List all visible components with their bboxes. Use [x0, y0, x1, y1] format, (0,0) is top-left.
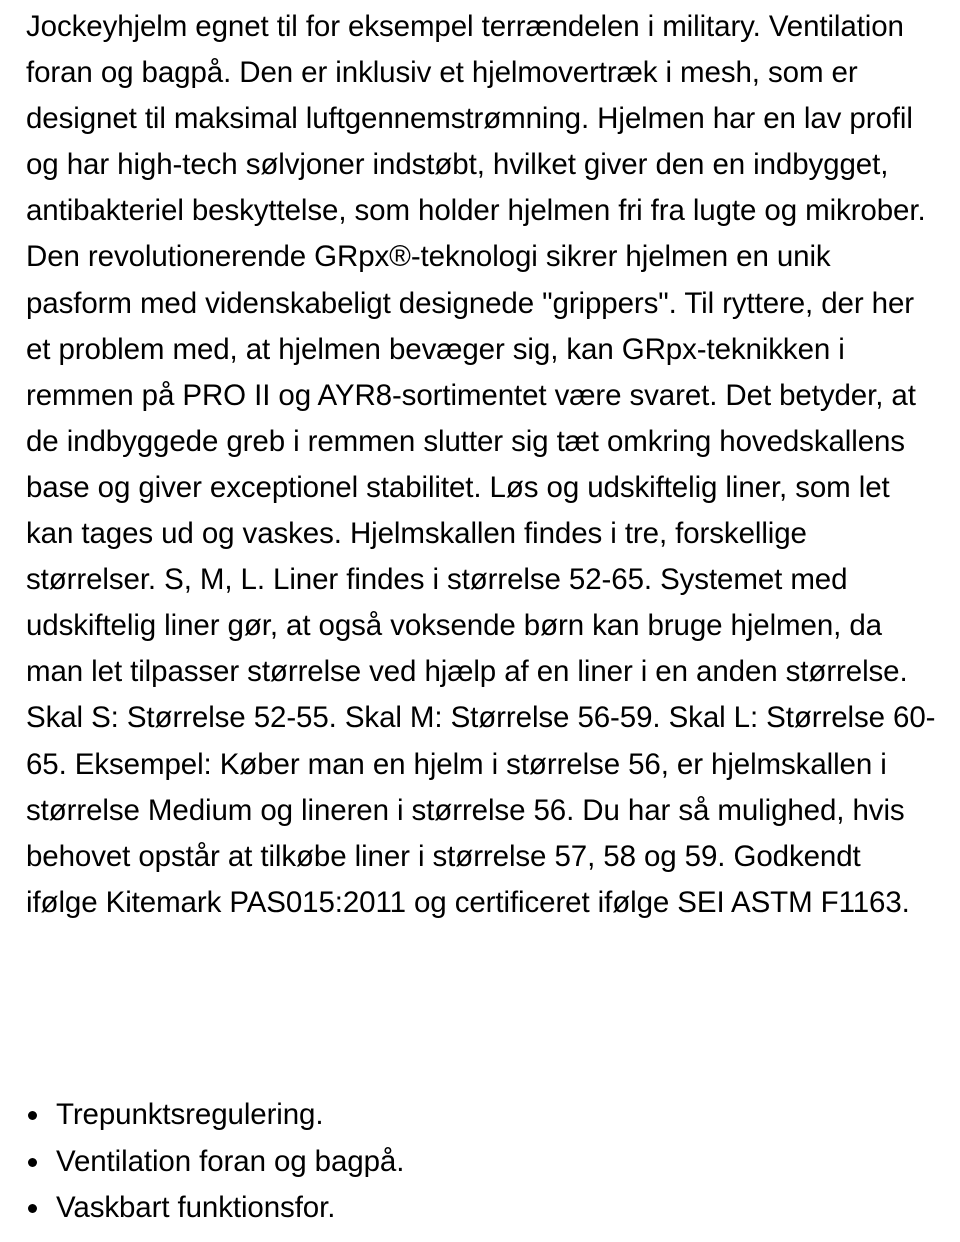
feature-item	[26, 1185, 404, 1232]
feature-text: Ventilation foran og bagpå.	[56, 1144, 405, 1178]
feature-list	[26, 1092, 404, 1232]
product-description: Jockeyhjelm egnet til for eksempel terrændelen i military. Ventilation foran og bagpå. Den er inklusiv et hjelmovertræk i mesh, som er designet til maksimal luftgennemstrømning. Hjelmen har en lav profil og har high-tech sølvjoner indstøbt, hvilket giver den en indbygget, antibakteriel beskyttelse, som holder hjelmen fri fra lugte og mikrober. Den revolutionerende GRpx®-teknologi sikrer hjelmen en unik pasform med videnskabeligt designede "grippers". Til ryttere, der her et problem med, at hjelmen bevæger sig, kan GRpx-teknikken i remmen på PRO II og AYR8-sortimentet være svaret. Det betyder, at de indbyggede greb i remmen slutter sig tæt omkring hovedskallens base og giver exceptionel stabilitet. Løs og udskiftelig liner, som let kan tages ud og vaskes. Hjelmskallen findes i tre, forskellige størrelser. S, M, L. Liner findes i størrelse 52-65. Systemet med udskiftelig liner gør, at også voksende børn kan bruge hjelmen, da man let tilpasser størrelse ved hjælp af en liner i en anden størrelse. Skal S: Størrelse 52-55. Skal M: Størrelse 56-59. Skal L: Størrelse 60-65. Eksempel: Køber man en hjelm i størrelse 56, er hjelmskallen i størrelse Medium og lineren i størrelse 56. Du har så mulighed, hvis behovet opstår at tilkøbe liner i størrelse 57, 58 og 59. Godkendt ifølge Kitemark PAS015:2011 og certificeret ifølge SEI ASTM F1163.	[26, 10, 936, 919]
feature-text: Trepunktsregulering.	[56, 1098, 324, 1131]
bullet-icon	[28, 1158, 37, 1167]
bullet-icon	[28, 1111, 37, 1120]
feature-item	[26, 1139, 404, 1186]
product-description-page	[26, 4, 938, 1225]
bullet-icon	[28, 1204, 37, 1213]
feature-item	[26, 1092, 404, 1139]
feature-text: Vaskbart funktionsfor.	[56, 1191, 336, 1225]
